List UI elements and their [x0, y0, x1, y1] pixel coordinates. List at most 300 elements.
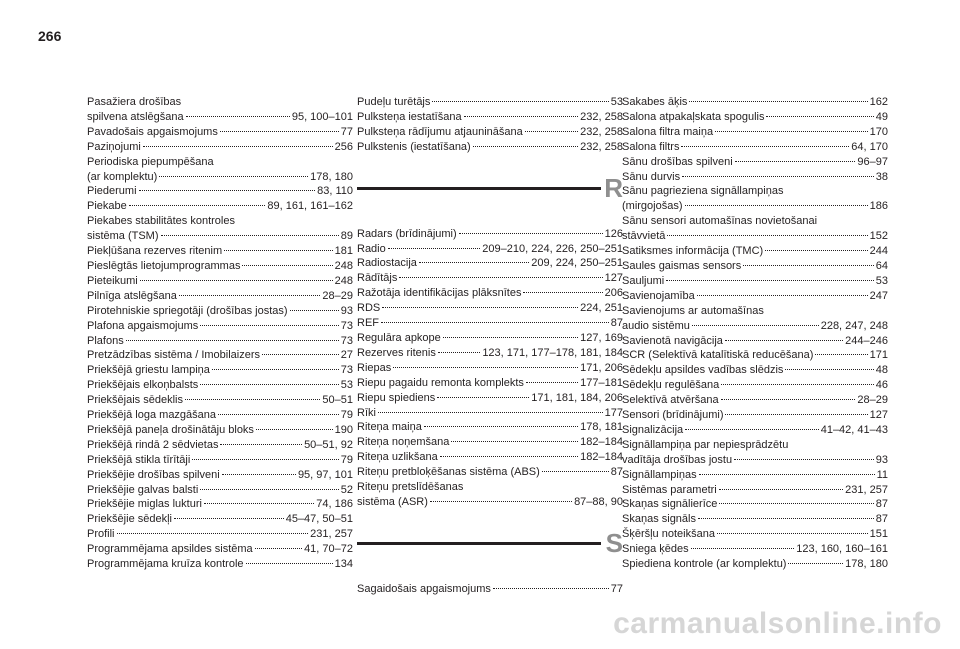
index-entry-pages: 186 [869, 200, 888, 213]
index-entry-text: Sistēmas parametri [622, 483, 717, 496]
index-entry-text: Radiostacija [357, 257, 417, 270]
index-entry [622, 542, 888, 557]
index-entry [87, 497, 353, 512]
index-entry-pages: 64 [875, 259, 888, 272]
index-entry-line [622, 259, 888, 274]
index-column-1 [87, 95, 353, 572]
index-entry-text: Pilnīga atslēgšana [87, 289, 177, 302]
index-entry-text: audio sistēmu [622, 319, 690, 332]
index-entry-pages: 93 [875, 453, 888, 466]
index-entry-pages: 134 [334, 558, 353, 571]
index-entry [87, 512, 353, 527]
dot-leader [424, 426, 578, 427]
index-entry-text: Priekšējais sēdeklis [87, 394, 183, 407]
dot-leader [218, 414, 339, 415]
index-entry-text: SCR (Selektīvā katalītiskā reducēšana) [622, 349, 814, 362]
dot-leader [682, 176, 874, 177]
dot-leader [432, 101, 608, 102]
index-entry-pages: 48 [875, 364, 888, 377]
dot-leader [161, 235, 339, 236]
index-entry-line [87, 557, 353, 572]
index-entry-line [87, 512, 353, 527]
index-entry-line [87, 497, 353, 512]
index-entry [87, 95, 353, 125]
index-entry-line [87, 259, 353, 274]
index-entry-pages: 87 [875, 498, 888, 511]
index-entry [357, 406, 623, 421]
index-entry [87, 304, 353, 319]
index-entry [622, 438, 888, 468]
index-entry-line [622, 289, 888, 304]
index-entry [357, 331, 623, 346]
dot-leader [666, 280, 874, 281]
index-entry [357, 346, 623, 361]
dot-leader [290, 310, 339, 311]
index-entry-line [357, 450, 623, 465]
index-entry-text: Salona filtrs [622, 140, 680, 153]
index-entry-text: Salona atpakaļskata spogulis [622, 110, 765, 123]
index-entry-line [622, 110, 888, 125]
index-entry-text: stāvvietā [622, 230, 666, 243]
dot-leader [246, 563, 333, 564]
index-entry [622, 304, 888, 334]
index-entry-text: Rādītājs [357, 272, 398, 285]
index-entry-line [87, 125, 353, 140]
index-entry [87, 527, 353, 542]
index-entry-text: Riteņa noņemšana [357, 436, 450, 449]
index-entry-pages: 178, 180 [310, 170, 353, 183]
index-entry-line [622, 557, 888, 572]
index-entry-line [357, 346, 623, 361]
index-entry-line [622, 140, 888, 155]
dot-leader [185, 399, 320, 400]
index-entry-line [622, 363, 888, 378]
index-entry-line [87, 170, 353, 185]
index-entry-text: sistēma (ASR) [357, 495, 428, 508]
dot-leader [388, 248, 481, 249]
index-entry-line [87, 229, 353, 244]
index-entry-text: Sauljumi [622, 274, 665, 287]
index-entry-pages: 77 [340, 125, 353, 138]
index-entry [357, 286, 623, 301]
index-entry-pages: 206 [604, 287, 623, 300]
index-entry-line [87, 304, 353, 319]
index-entry [622, 289, 888, 304]
index-entry [357, 376, 623, 391]
dot-leader [785, 369, 873, 370]
index-entry-line [87, 289, 353, 304]
index-entry-pages: 73 [340, 364, 353, 377]
index-entry-line [357, 271, 623, 286]
index-entry-line [87, 140, 353, 155]
index-entry [622, 244, 888, 259]
index-entry-line [357, 376, 623, 391]
index-entry-pages: 77 [610, 582, 623, 595]
index-entry-line [87, 453, 353, 468]
dot-leader [734, 459, 874, 460]
index-entry-line [357, 125, 623, 140]
index-entry-line [622, 542, 888, 557]
dot-leader [691, 548, 795, 549]
index-entry-text: Riteņa uzlikšana [357, 451, 438, 464]
index-entry-text: Paziņojumi [87, 140, 141, 153]
index-entry-text: Plafons [87, 334, 124, 347]
index-entry-pages: 96–97 [857, 155, 888, 168]
index-entry-pages: 41, 70–72 [304, 543, 353, 556]
dot-leader [159, 176, 308, 177]
index-entry-line [87, 542, 353, 557]
index-entry [87, 542, 353, 557]
index-entry-text: Skaņas signālierīce [622, 498, 718, 511]
index-entry-text: Rīki [357, 406, 376, 419]
index-entry-pages: 38 [875, 170, 888, 183]
index-entry-pages: 171, 181, 184, 206 [531, 391, 623, 404]
index-entry-text: Signāllampiņas [622, 468, 697, 481]
index-entry-line [622, 408, 888, 423]
index-entry-pages: 83, 110 [317, 185, 353, 198]
index-entry-text: Pulkstenis (iestatīšana) [357, 140, 471, 153]
index-entry [87, 155, 353, 185]
dot-leader [815, 354, 867, 355]
index-entry [87, 289, 353, 304]
index-entry-text: Pretzādzības sistēma / Imobilaizers [87, 349, 261, 362]
index-entry-text: Pulksteņa iestatīšana [357, 110, 462, 123]
index-entry-pages: 45–47, 50–51 [285, 513, 353, 526]
index-entry-text: Rezerves ritenis [357, 346, 436, 359]
index-entry-pages: 171, 206 [580, 361, 623, 374]
index-entry-line [87, 334, 353, 349]
index-entry [622, 348, 888, 363]
dot-leader [140, 280, 333, 281]
dot-leader [200, 384, 338, 385]
dot-leader [419, 262, 529, 263]
index-entry [357, 227, 623, 242]
index-entry [622, 95, 888, 110]
index-entry-pages: 170 [869, 125, 888, 138]
index-entry [87, 199, 353, 214]
index-entry-line [357, 227, 623, 242]
index-entry [87, 319, 353, 334]
index-entry-line [622, 199, 888, 214]
index-entry-line [622, 468, 888, 483]
dot-leader [378, 412, 603, 413]
index-entry-pages: 28–29 [857, 394, 888, 407]
index-entry-text: Priekšējie drošības spilveni [87, 468, 220, 481]
index-entry-text: Riteņu pretslīdēšanas [357, 481, 464, 494]
dot-leader [765, 250, 867, 251]
index-entry-text: Sensori (brīdinājumi) [622, 409, 724, 422]
index-entry-text: Plafona apgaismojums [87, 319, 199, 332]
dot-leader [719, 489, 843, 490]
dot-leader [129, 205, 266, 206]
index-entry [357, 435, 623, 450]
index-entry-pages: 53 [610, 96, 623, 108]
dot-leader [242, 265, 332, 266]
index-entry-line [622, 378, 888, 393]
index-entry-text: (mirgojošas) [622, 200, 683, 213]
index-entry-text: Priekšējie sēdekļi [87, 513, 172, 526]
index-entry-text: Sānu drošības spilveni [622, 155, 733, 168]
index-entry-pages: 228, 247, 248 [820, 319, 888, 332]
index-entry-text: Priekšējā paneļa drošinātāju bloks [87, 423, 254, 436]
index-entry-pages: 87–88, 90 [574, 495, 623, 508]
index-entry-line [87, 483, 353, 498]
index-entry-text: vadītāja drošības jostu [622, 453, 733, 466]
index-entry-pages: 87 [610, 317, 623, 330]
index-entry-pages: 247 [869, 289, 888, 302]
index-entry-pages: 248 [334, 274, 353, 287]
index-entry-text: Sānu pagrieziena signāllampiņas [622, 185, 784, 198]
index-entry-pages: 232, 258 [580, 125, 623, 138]
index-entry-line [357, 140, 623, 155]
index-entry-line [87, 468, 353, 483]
index-entry-text: Programmējama apsildes sistēma [87, 543, 253, 556]
index-entry-line [87, 199, 353, 214]
index-entry [87, 393, 353, 408]
index-entry-text: Signāllampiņa par nepiesprādzētu [622, 438, 789, 451]
index-entry-pages: 178, 181 [580, 421, 623, 434]
index-entry-pages: 87 [875, 513, 888, 526]
dot-leader [525, 131, 578, 132]
index-entry-text: Savienojamība [622, 289, 695, 302]
index-entry-text: Sānu durvis [622, 170, 681, 183]
index-entry [622, 125, 888, 140]
dot-leader [667, 235, 867, 236]
index-entry-line [357, 495, 623, 510]
index-entry-text: Pavadošais apgaismojums [87, 125, 218, 138]
index-entry-pages: 46 [875, 379, 888, 392]
index-entry-line [357, 331, 623, 346]
dot-leader [725, 340, 843, 341]
index-entry-pages: 95, 97, 101 [297, 468, 353, 481]
index-entry-line [357, 242, 623, 257]
index-entry [622, 483, 888, 498]
index-entry-line [357, 406, 623, 421]
dot-leader [438, 352, 480, 353]
dot-leader [473, 146, 578, 147]
dot-leader [437, 397, 529, 398]
index-entry-line [357, 465, 623, 480]
index-entry-text: Pieteikumi [87, 274, 138, 287]
index-entry-line [87, 363, 353, 378]
index-entry [87, 557, 353, 572]
dot-leader [192, 459, 338, 460]
index-entry-line [622, 393, 888, 408]
dot-leader [212, 369, 339, 370]
index-entry-pages: 53 [340, 379, 353, 392]
dot-leader [493, 588, 609, 589]
index-entry-pages: 127 [869, 409, 888, 422]
index-entry-line [357, 110, 623, 125]
index-entry-pages: 64, 170 [851, 140, 888, 153]
watermark: carmanualsonline.info [613, 607, 942, 640]
index-entry-line [622, 319, 888, 334]
dot-leader [719, 503, 873, 504]
index-entry-pages: 74, 186 [316, 498, 353, 511]
index-entry-text: RDS [357, 302, 381, 315]
index-entry [87, 453, 353, 468]
index-entry-pages: 171 [869, 349, 888, 362]
section-divider [357, 542, 601, 545]
index-entry-text: Riepu spiediens [357, 391, 436, 404]
index-entry-line [87, 244, 353, 259]
index-entry-pages: 127 [604, 272, 623, 285]
index-entry [357, 361, 623, 376]
index-entry-line [622, 155, 888, 170]
index-entry-text: Piekabe [87, 200, 127, 213]
index-entry-pages: 73 [340, 319, 353, 332]
index-entry-pages: 28–29 [322, 289, 353, 302]
dot-leader [200, 325, 338, 326]
dot-leader [220, 444, 302, 445]
index-entry [357, 450, 623, 465]
index-entry-text: Priekšējā stikla tīrītāji [87, 453, 191, 466]
dot-leader [464, 116, 579, 117]
index-entry-pages: 126 [604, 227, 623, 240]
section-header [357, 173, 623, 217]
dot-leader [699, 474, 875, 475]
section-header [357, 528, 623, 572]
index-entry-pages: 87 [610, 466, 623, 479]
dot-leader [681, 146, 849, 147]
index-entry [357, 316, 623, 331]
section-letter: R [604, 172, 623, 203]
index-entry-pages: 11 [876, 468, 888, 481]
dot-leader [143, 146, 333, 147]
index-entry-line [87, 378, 353, 393]
index-entry-line [357, 391, 623, 406]
index-entry-text: Satiksmes informācija (TMC) [622, 245, 764, 258]
index-entry-text: Pulksteņa rādījumu atjaunināšana [357, 125, 523, 138]
dot-leader [186, 116, 290, 117]
index-entry-text: Sānu sensori automašīnas novietošanai [622, 215, 818, 228]
dot-leader [256, 429, 333, 430]
index-entry-text: Priekšējie miglas lukturi [87, 498, 202, 511]
dot-leader [523, 292, 602, 293]
index-entry-text: REF [357, 317, 379, 330]
index-entry [87, 423, 353, 438]
dot-leader [721, 384, 874, 385]
index-entry [357, 242, 623, 257]
index-entry-pages: 127, 169 [580, 331, 623, 344]
index-entry-pages: 190 [334, 423, 353, 436]
index-entry [622, 110, 888, 125]
index-entry [622, 557, 888, 572]
index-entry-line [357, 582, 623, 597]
dot-leader [204, 503, 314, 504]
index-entry [87, 125, 353, 140]
index-entry [622, 155, 888, 170]
index-entry-text: Priekšējā loga mazgāšana [87, 409, 217, 422]
index-entry-pages: 123, 171, 177–178, 181, 184 [482, 346, 623, 359]
dot-leader [117, 533, 309, 534]
index-entry-text: Sēdekļu regulēšana [622, 379, 720, 392]
dot-leader [262, 354, 339, 355]
index-entry [357, 140, 623, 155]
index-entry [622, 363, 888, 378]
index-entry-text: Saules gaismas sensors [622, 259, 742, 272]
index-entry-line [622, 483, 888, 498]
index-entry [357, 465, 623, 480]
index-entry-pages: 232, 258 [580, 110, 623, 123]
index-entry-line [622, 512, 888, 527]
index-entry [87, 468, 353, 483]
index-entry [357, 420, 623, 435]
page-number: 266 [38, 28, 62, 44]
index-entry [622, 408, 888, 423]
index-entry-pages: 232, 258 [580, 140, 623, 153]
index-entry-text: Piekabes stabilitātes kontroles [87, 215, 235, 228]
index-entry [87, 259, 353, 274]
index-entry [357, 110, 623, 125]
index-entry [87, 184, 353, 199]
index-entry-pages: 177 [604, 406, 623, 419]
index-entry-text: Sniega ķēdes [622, 543, 689, 556]
index-entry [357, 95, 623, 110]
dot-leader [393, 367, 578, 368]
index-entry-line [622, 125, 888, 140]
index-entry-line [87, 438, 353, 453]
dot-leader [443, 337, 578, 338]
index-entry-pages: 123, 160, 160–161 [796, 543, 888, 556]
index-entry-line [622, 170, 888, 185]
index-entry [357, 391, 623, 406]
index-entry-pages: 152 [869, 230, 888, 243]
index-entry-text: Riepas [357, 361, 392, 374]
dot-leader [685, 429, 819, 430]
section-divider [357, 187, 601, 190]
index-entry-line [622, 244, 888, 259]
index-entry-pages: 178, 180 [845, 558, 888, 571]
index-entry-text: Piederumi [87, 185, 137, 198]
index-entry [622, 468, 888, 483]
index-entry-text: Savienotā navigācija [622, 334, 723, 347]
index-entry [357, 301, 623, 316]
index-entry-line [622, 348, 888, 363]
index-entry-line [87, 184, 353, 199]
dot-leader [200, 489, 338, 490]
index-entry-line [87, 348, 353, 363]
dot-leader [715, 131, 868, 132]
index-entry-pages: 73 [340, 334, 353, 347]
index-entry-line [357, 301, 623, 316]
index-entry-line [622, 229, 888, 244]
index-entry-text: Radio [357, 242, 386, 255]
index-entry-pages: 231, 257 [310, 528, 353, 541]
index-entry-pages: 182–184 [580, 451, 623, 464]
index-entry-text: Radars (brīdinājumi) [357, 227, 457, 240]
index-entry-line [357, 256, 623, 271]
index-entry-text: Selektīvā atvēršana [622, 394, 719, 407]
index-entry [87, 378, 353, 393]
index-entry-text: Sēdekļu apsildes vadības slēdzis [622, 364, 784, 377]
index-entry-line [87, 527, 353, 542]
index-entry [622, 512, 888, 527]
index-entry-pages: 224, 251 [580, 302, 623, 315]
dot-leader [721, 399, 856, 400]
dot-leader [430, 501, 572, 502]
index-entry [87, 348, 353, 363]
index-entry-pages: 209, 224, 250–251 [531, 257, 623, 270]
section-letter: S [605, 527, 623, 558]
dot-leader [222, 474, 296, 475]
index-entry-pages: 209–210, 224, 226, 250–251 [482, 242, 623, 255]
index-entry-pages: 27 [340, 349, 353, 362]
index-entry [622, 393, 888, 408]
index-entry-pages: 89, 161, 161–162 [267, 200, 353, 213]
index-entry-line [87, 408, 353, 423]
index-entry-text: Piekļūšana rezerves ritenim [87, 245, 223, 258]
